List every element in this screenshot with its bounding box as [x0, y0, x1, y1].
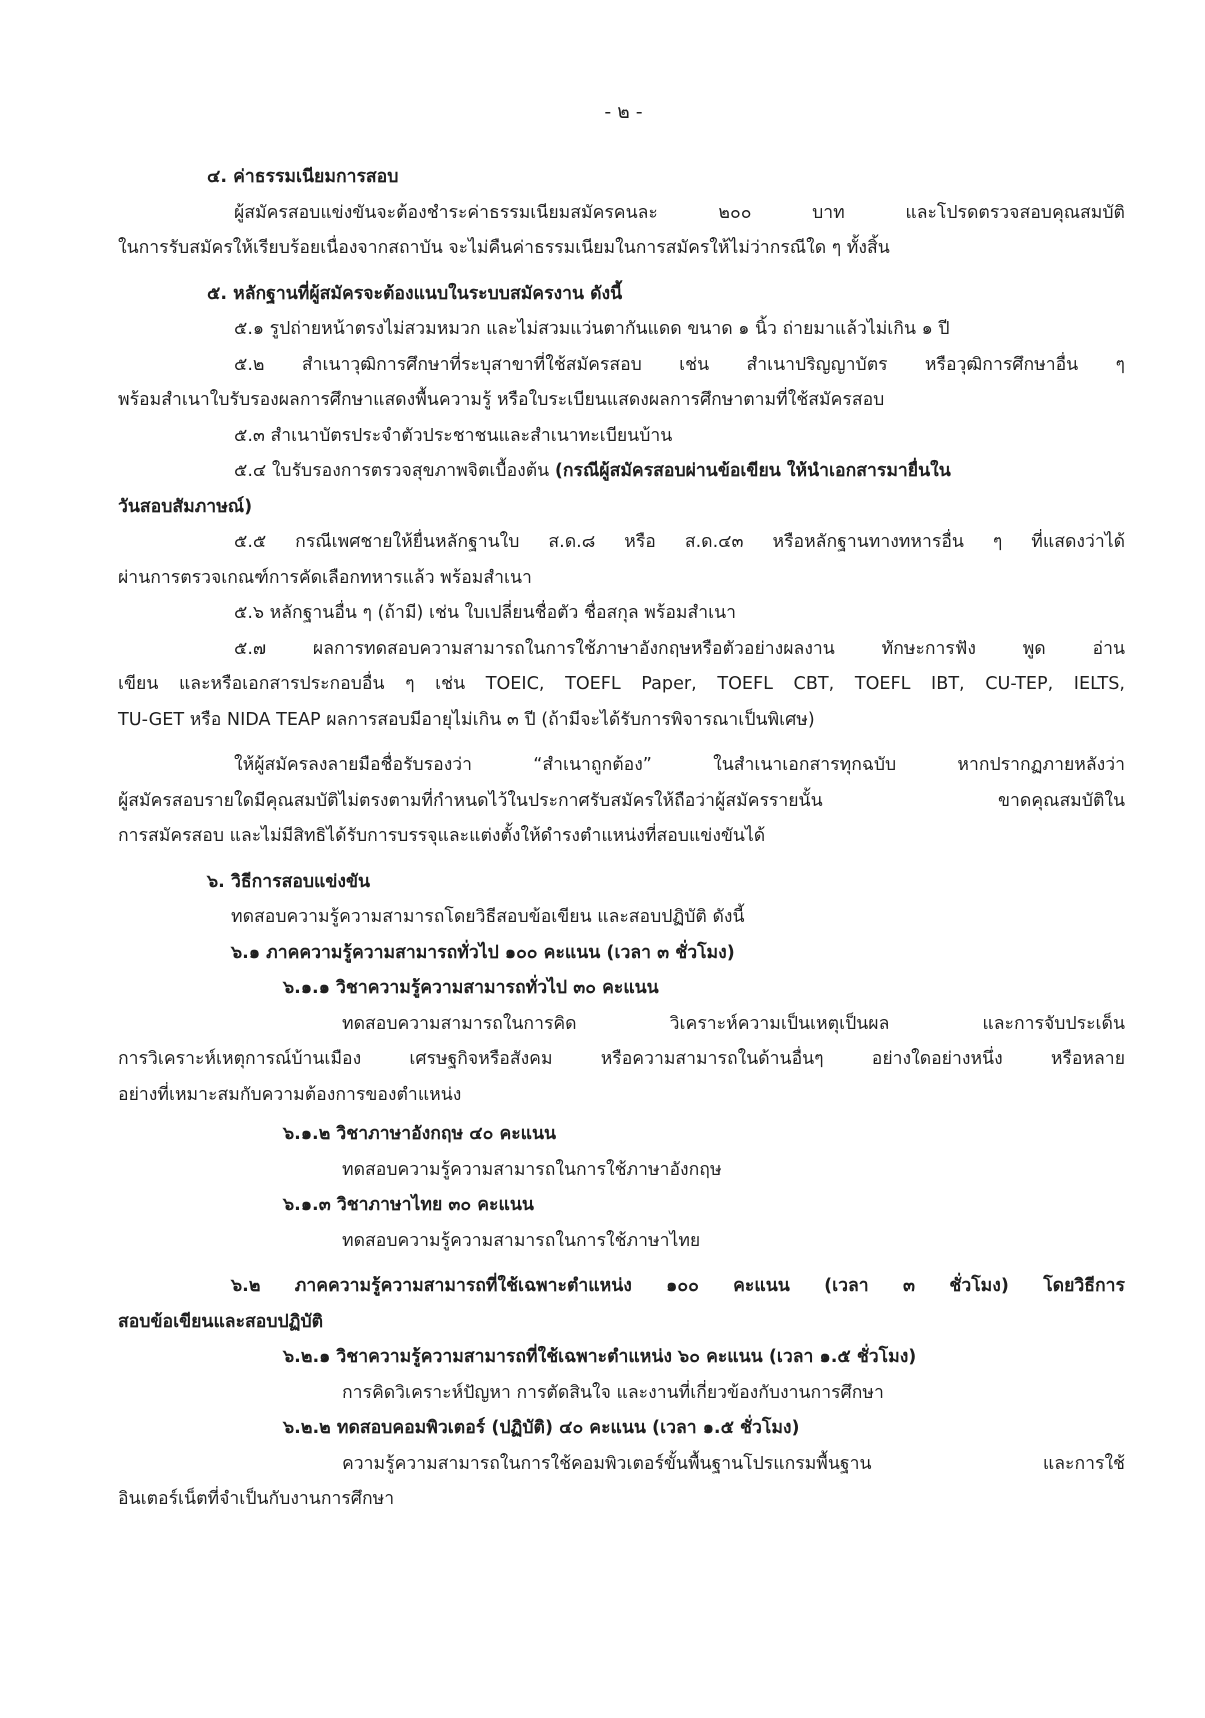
- section-4: [118, 160, 1125, 267]
- item-5-1: ๕.๑ รูปถ่ายหน้าตรงไม่สวมหมวก และไม่สวมแว่นตากันแดด ขนาด ๑ นิ้ว ถ่ายมาแล้วไม่เกิน ๑ ปี: [234, 319, 950, 339]
- part-6-2-heading-line-1: ๖.๒ ภาคความรู้ความสามารถที่ใช้เฉพาะตำแหน่ง ๑๐๐ คะแนน (เวลา ๓ ชั่วโมง) โดยวิธีการ: [231, 1276, 1125, 1296]
- item-5-4-bold-note: (กรณีผู้สมัครสอบผ่านข้อเขียน ให้นำเอกสารมายื่นใน: [554, 461, 951, 481]
- subject-6-2-1-heading: ๖.๒.๑ วิชาความรู้ความสามารถที่ใช้เฉพาะตำแหน่ง ๖๐ คะแนน (เวลา ๑.๕ ชั่วโมง): [283, 1347, 917, 1367]
- section-6-heading: ๖. วิธีการสอบแข่งขัน: [207, 871, 371, 892]
- item-5-7-line-1: ๕.๗ ผลการทดสอบความสามารถในการใช้ภาษาอังกฤษหรือตัวอย่างผลงาน ทักษะการฟัง พูด อ่าน: [234, 638, 1125, 659]
- section-6: [118, 865, 1125, 1518]
- item-5-5-line-2: ผ่านการตรวจเกณฑ์การคัดเลือกทหารแล้ว พร้อมสำเนา: [118, 567, 532, 588]
- part-6-2-heading-line-2: สอบข้อเขียนและสอบปฏิบัติ: [118, 1311, 324, 1332]
- part-6-1-heading: ๖.๑ ภาคความรู้ความสามารถทั่วไป ๑๐๐ คะแนน (เวลา ๓ ชั่วโมง): [231, 942, 735, 963]
- note-line-3: การสมัครสอบ และไม่มีสิทธิได้รับการบรรจุและแต่งตั้งให้ดำรงตำแหน่งที่สอบแข่งขันได้: [118, 826, 766, 846]
- item-5-6: ๕.๖ หลักฐานอื่น ๆ (ถ้ามี) เช่น ใบเปลี่ยนชื่อตัว ชื่อสกุล พร้อมสำเนา: [234, 603, 737, 623]
- section-4-line-2: ในการรับสมัครให้เรียบร้อยเนื่องจากสถาบัน จะไม่คืนค่าธรรมเนียมในการสมัครให้ไม่ว่ากรณีใด ๆ ทั้งสิ้น: [118, 238, 890, 258]
- subject-6-1-1-line-1: ทดสอบความสามารถในการคิด วิเคราะห์ความเป็นเหตุเป็นผล และการจับประเด็น: [342, 1013, 1125, 1034]
- subject-6-1-1-line-2: การวิเคราะห์เหตุการณ์บ้านเมือง เศรษฐกิจหรือสังคม หรือความสามารถในด้านอื่นๆ อย่างใดอย่างหนึ่ง หรือหลาย: [118, 1049, 1125, 1069]
- item-5-2-line-2: พร้อมสำเนาใบรับรองผลการศึกษาแสดงพื้นความรู้ หรือใบระเบียนแสดงผลการศึกษาตามที่ใช้สมัครสอบ: [118, 390, 885, 410]
- subject-6-1-2-body: ทดสอบความรู้ความสามารถในการใช้ภาษาอังกฤษ: [342, 1159, 722, 1180]
- subject-6-1-3-body: ทดสอบความรู้ความสามารถในการใช้ภาษาไทย: [342, 1230, 701, 1251]
- note-line-1: ให้ผู้สมัครลงลายมือชื่อรับรองว่า “สำเนาถูกต้อง” ในสำเนาเอกสารทุกฉบับ หากปรากฏภายหลังว่า: [234, 755, 1125, 775]
- item-5-3: ๕.๓ สำเนาบัตรประจำตัวประชาชนและสำเนาทะเบียนบ้าน: [234, 425, 673, 446]
- page-number: - ๒ -: [604, 101, 643, 123]
- item-5-4-text: ๕.๔ ใบรับรองการตรวจสุขภาพจิตเบื้องต้น: [234, 461, 555, 481]
- subject-6-1-2-heading: ๖.๑.๒ วิชาภาษาอังกฤษ ๔๐ คะแนน: [283, 1124, 557, 1144]
- item-5-2-line-1: ๕.๒ สำเนาวุฒิการศึกษาที่ระบุสาขาที่ใช้สมัครสอบ เช่น สำเนาปริญญาบัตร หรือวุฒิการศึกษาอื่น ๆ: [234, 354, 1125, 375]
- section-4-heading: ๔. ค่าธรรมเนียมการสอบ: [207, 167, 399, 187]
- subject-6-1-3-heading: ๖.๑.๓ วิชาภาษาไทย ๓๐ คะแนน: [283, 1195, 534, 1215]
- section-5: [118, 277, 1125, 855]
- subject-6-1-1-line-3: อย่างที่เหมาะสมกับความต้องการของตำแหน่ง: [118, 1084, 462, 1105]
- note-line-2: ผู้สมัครสอบรายใดมีคุณสมบัติไม่ตรงตามที่กำหนดไว้ในประกาศรับสมัครให้ถือว่าผู้สมัครรายนั้น ขาดคุณสมบัติใน: [118, 790, 1125, 811]
- subject-6-1-1-heading: ๖.๑.๑ วิชาความรู้ความสามารถทั่วไป ๓๐ คะแนน: [283, 978, 659, 998]
- section-4-line-1: ผู้สมัครสอบแข่งขันจะต้องชำระค่าธรรมเนียมสมัครคนละ ๒๐๐ บาท และโปรดตรวจสอบคุณสมบัติ: [234, 202, 1125, 223]
- item-5-7-line-2: เขียน และหรือเอกสารประกอบอื่น ๆ เช่น TOEIC, TOEFL Paper, TOEFL CBT, TOEFL IBT, CU-TEP, IELTS,: [118, 674, 1125, 694]
- subject-6-2-2-heading: ๖.๒.๒ ทดสอบคอมพิวเตอร์ (ปฏิบัติ) ๔๐ คะแนน (เวลา ๑.๕ ชั่วโมง): [283, 1418, 800, 1438]
- subject-6-2-1-body: การคิดวิเคราะห์ปัญหา การตัดสินใจ และงานที่เกี่ยวข้องกับงานการศึกษา: [342, 1382, 884, 1403]
- section-5-heading: ๕. หลักฐานที่ผู้สมัครจะต้องแนบในระบบสมัครงาน ดังนี้: [207, 283, 623, 304]
- item-5-5-line-1: ๕.๕ กรณีเพศชายให้ยื่นหลักฐานใบ ส.ด.๘ หรือ ส.ด.๔๓ หรือหลักฐานทางทหารอื่น ๆ ที่แสดงว่าได้: [234, 532, 1125, 552]
- item-5-4-line-2: วันสอบสัมภาษณ์): [118, 496, 253, 517]
- section-6-intro: ทดสอบความรู้ความสามารถโดยวิธีสอบข้อเขียน และสอบปฏิบัติ ดังนี้: [231, 907, 745, 927]
- item-5-7-line-3: TU-GET หรือ NIDA TEAP ผลการสอบมีอายุไม่เกิน ๓ ปี (ถ้ามีจะได้รับการพิจารณาเป็นพิเศษ): [118, 709, 815, 730]
- subject-6-2-2-line-2: อินเตอร์เน็ตที่จำเป็นกับงานการศึกษา: [118, 1489, 395, 1509]
- item-5-4-line-1: [118, 454, 1125, 490]
- subject-6-2-2-line-1: ความรู้ความสามารถในการใช้คอมพิวเตอร์ขั้นพื้นฐานโปรแกรมพื้นฐาน และการใช้: [342, 1453, 1125, 1474]
